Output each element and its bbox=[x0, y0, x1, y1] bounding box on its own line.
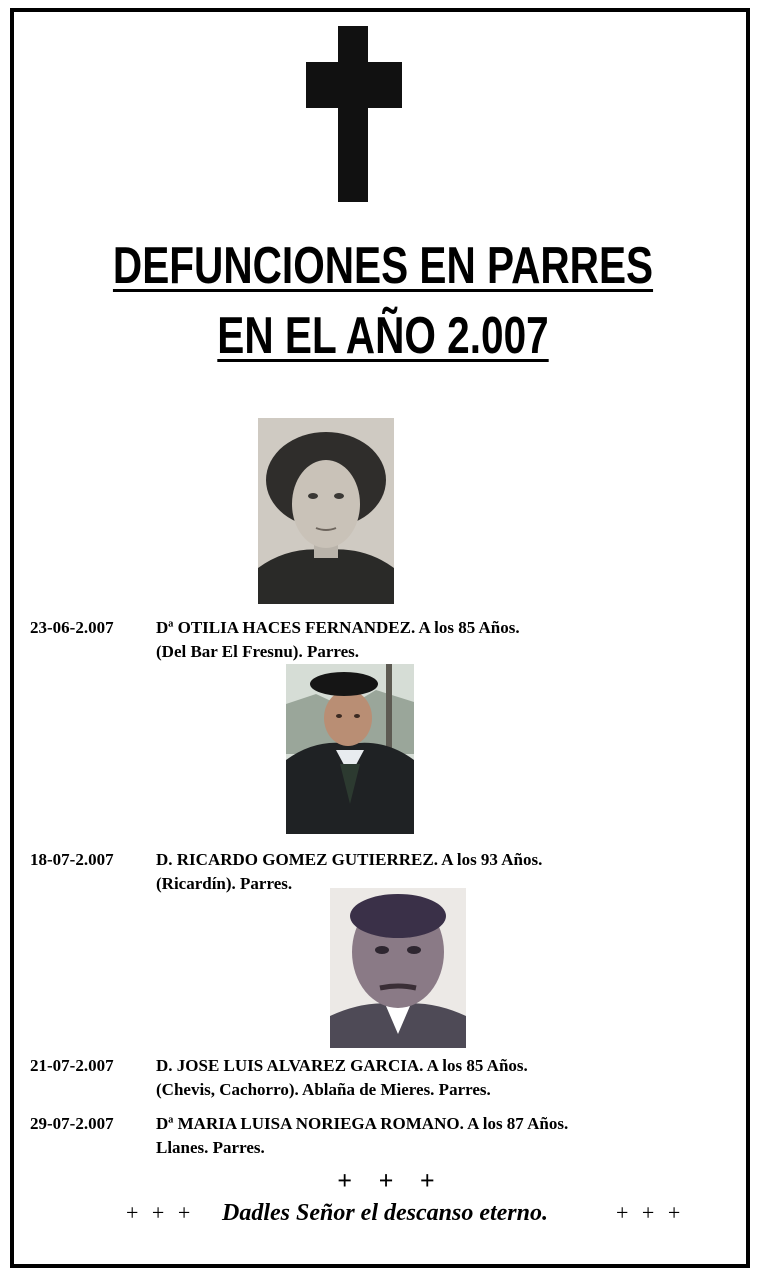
portrait-photo-ricardo bbox=[286, 664, 414, 834]
entry-date: 18-07-2.007 bbox=[30, 850, 114, 869]
portrait-photo-otilia bbox=[258, 418, 394, 604]
closing-left-marks: + + + bbox=[126, 1200, 195, 1225]
entry-name: D. RICARDO GOMEZ GUTIERREZ. A los 93 Años. bbox=[156, 850, 543, 869]
death-entry bbox=[30, 1112, 568, 1160]
entry-date: 23-06-2.007 bbox=[30, 618, 114, 637]
entry-detail: (Ricardín). Parres. bbox=[156, 874, 293, 893]
entry-detail: (Del Bar El Fresnu). Parres. bbox=[156, 642, 360, 661]
page-title-line-1: DEFUNCIONES EN PARRES bbox=[112, 237, 654, 295]
entry-name: Dª MARIA LUISA NORIEGA ROMANO. A los 87 Años. bbox=[156, 1114, 569, 1133]
center-crosses: + + + bbox=[337, 1166, 445, 1195]
portrait-photo-jose-luis bbox=[330, 888, 466, 1048]
entry-name: Dª OTILIA HACES FERNANDEZ. A los 85 Años. bbox=[156, 618, 520, 637]
death-entry bbox=[30, 1054, 528, 1102]
entry-detail: (Chevis, Cachorro). Ablaña de Mieres. Parres. bbox=[156, 1080, 491, 1099]
entry-name: D. JOSE LUIS ALVAREZ GARCIA. A los 85 Años. bbox=[156, 1056, 528, 1075]
entry-date: 29-07-2.007 bbox=[30, 1114, 114, 1133]
closing-message: Dadles Señor el descanso eterno. bbox=[222, 1200, 548, 1226]
death-entry bbox=[30, 616, 520, 664]
page-title-line-2: EN EL AÑO 2.007 bbox=[217, 307, 549, 365]
entry-detail: Llanes. Parres. bbox=[156, 1138, 265, 1157]
entry-date: 21-07-2.007 bbox=[30, 1056, 114, 1075]
closing-right-marks: + + + bbox=[616, 1200, 685, 1225]
